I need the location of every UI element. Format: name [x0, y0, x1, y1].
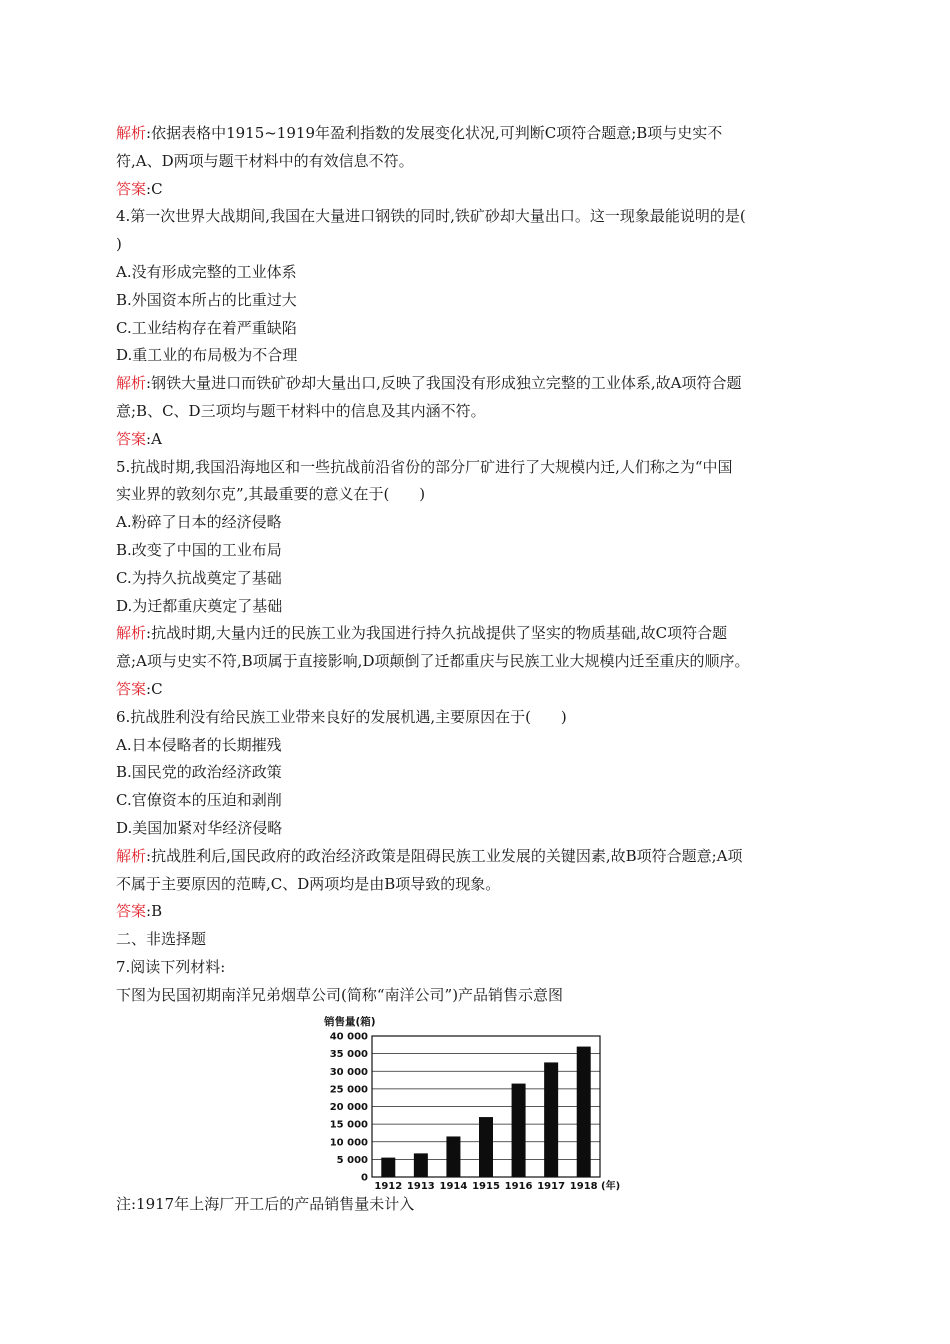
- q3-answer: 答案:C: [116, 179, 163, 198]
- section-heading: 二、非选择题: [116, 930, 207, 949]
- q6-answer: 答案:B: [116, 902, 163, 921]
- x-tick-label: 1917: [537, 1181, 566, 1192]
- y-tick-label: 10 000: [329, 1137, 368, 1149]
- bar-1918: [577, 1047, 591, 1177]
- answer-label: 答案: [116, 179, 147, 198]
- bar-1913: [414, 1153, 428, 1177]
- q6-analysis-line1: 解析:抗战胜利后,国民政府的政治经济政策是阻碍民族工业发展的关键因素,故B项符合题意;A项: [116, 846, 743, 865]
- q4-option-d: D.重工业的布局极为不合理: [116, 346, 298, 365]
- q6-option-b: B.国民党的政治经济政策: [116, 763, 282, 782]
- document-page: [116, 120, 836, 1010]
- analysis-label: 解析: [116, 846, 147, 865]
- q5-option-d: D.为迁都重庆奠定了基础: [116, 596, 283, 615]
- x-tick-label: 1912: [374, 1181, 403, 1192]
- analysis-label: 解析: [116, 624, 147, 643]
- q4-stem-line2: ): [116, 235, 122, 254]
- q5-stem-line2: 实业界的敦刻尔克”,其最重要的意义在于( ): [116, 485, 426, 504]
- q4-analysis-line1: 解析:钢铁大量进口而铁矿砂却大量出口,反映了我国没有形成独立完整的工业体系,故A项符合题: [116, 374, 742, 393]
- q6-option-a: A.日本侵略者的长期摧残: [116, 735, 282, 754]
- q5-option-a: A.粉碎了日本的经济侵略: [116, 513, 282, 532]
- q4-option-b: B.外国资本所占的比重过大: [116, 290, 297, 309]
- q5-option-b: B.改变了中国的工业布局: [116, 540, 282, 559]
- q4-option-a: A.没有形成完整的工业体系: [116, 262, 297, 281]
- x-tick-label: 1918: [569, 1181, 598, 1192]
- q5-stem-line1: 5.抗战时期,我国沿海地区和一些抗战前沿省份的部分厂矿进行了大规模内迁,人们称之为“中国: [116, 457, 733, 476]
- bar-1916: [512, 1084, 526, 1177]
- q4-answer: 答案:A: [116, 429, 162, 448]
- y-axis-label: 销售量(箱): [324, 1016, 376, 1028]
- chart-svg: [322, 1012, 622, 1197]
- q5-answer: 答案:C: [116, 679, 163, 698]
- q4-stem-line1: 4.第一次世界大战期间,我国在大量进口钢铁的同时,铁矿砂却大量出口。这一现象最能说明的是(: [116, 207, 746, 226]
- bar-1912: [381, 1158, 395, 1177]
- q5-analysis-line2: 意;A项与史实不符,B项属于直接影响,D项颠倒了迁都重庆与民族工业大规模内迁至重庆的顺序。: [116, 652, 750, 671]
- x-tick-label: 1915: [472, 1181, 500, 1192]
- x-tick-label: 1914: [439, 1181, 468, 1192]
- bar-1914: [446, 1136, 460, 1177]
- q4-option-c: C.工业结构存在着严重缺陷: [116, 318, 297, 337]
- y-tick-label: 15 000: [329, 1119, 368, 1131]
- x-tick-label: 1916: [504, 1181, 533, 1192]
- analysis-label: 解析: [116, 374, 147, 393]
- sales-bar-chart: [322, 1012, 622, 1197]
- q6-analysis-line2: 不属于主要原因的范畴,C、D两项均是由B项导致的现象。: [116, 874, 501, 893]
- chart-note: 注:1917年上海厂开工后的产品销售量未计入: [116, 1195, 415, 1213]
- y-tick-label: 35 000: [329, 1049, 368, 1061]
- y-tick-label: 40 000: [329, 1031, 368, 1043]
- q6-option-c: C.官僚资本的压迫和剥削: [116, 791, 282, 810]
- bar-1915: [479, 1117, 493, 1177]
- x-axis-label: (年): [601, 1181, 621, 1192]
- q3-analysis-line1: 解析:依据表格中1915~1919年盈利指数的发展变化状况,可判断C项符合题意;B项与史实不: [116, 124, 723, 142]
- y-tick-label: 25 000: [329, 1084, 368, 1096]
- x-tick-label: 1913: [406, 1181, 435, 1192]
- y-tick-label: 20 000: [329, 1102, 368, 1113]
- q7-intro: 下图为民国初期南洋兄弟烟草公司(简称“南洋公司”)产品销售示意图: [116, 985, 564, 1004]
- q4-analysis-line2: 意;B、C、D三项均与题干材料中的信息及其内涵不符。: [116, 401, 486, 420]
- y-tick-label: 30 000: [329, 1066, 368, 1078]
- answer-label: 答案: [116, 429, 147, 448]
- analysis-label: 解析: [116, 124, 147, 142]
- y-tick-label: 5 000: [336, 1154, 368, 1166]
- q5-option-c: C.为持久抗战奠定了基础: [116, 568, 282, 587]
- answer-label: 答案: [116, 679, 147, 698]
- q6-option-d: D.美国加紧对华经济侵略: [116, 818, 283, 837]
- q3-analysis-line2: 符,A、D两项与题干材料中的有效信息不符。: [116, 151, 414, 170]
- q7-stem: 7.阅读下列材料:: [116, 957, 226, 976]
- q6-stem-line1: 6.抗战胜利没有给民族工业带来良好的发展机遇,主要原因在于( ): [116, 707, 567, 726]
- answer-label: 答案: [116, 902, 147, 921]
- bar-1917: [544, 1062, 558, 1177]
- q5-analysis-line1: 解析:抗战时期,大量内迁的民族工业为我国进行持久抗战提供了坚实的物质基础,故C项符合题: [116, 624, 728, 643]
- y-tick-label: 0: [361, 1172, 368, 1184]
